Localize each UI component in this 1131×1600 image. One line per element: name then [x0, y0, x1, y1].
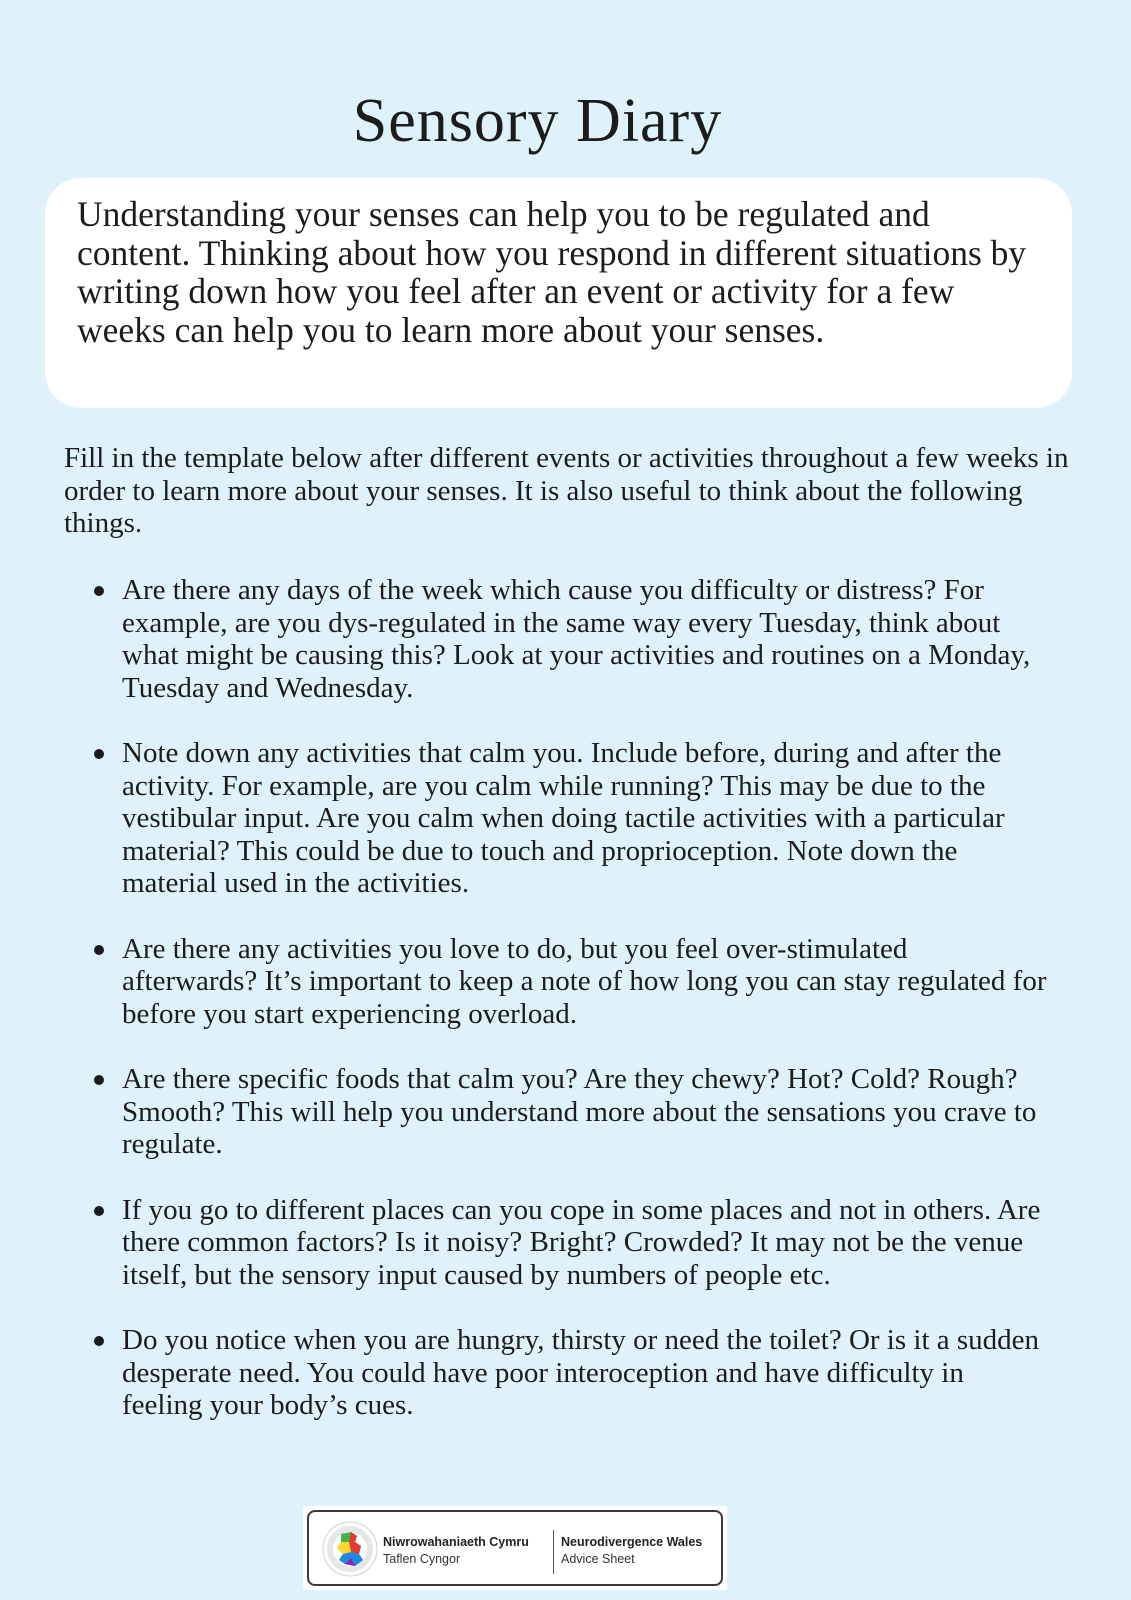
bullet-icon — [94, 1075, 104, 1085]
list-item-text: Are there any activities you love to do, but you feel over-stimulated afterwards? It’s important to keep a note of how long you can stay regulated for before you start experiencing overload. — [122, 932, 1047, 1030]
bullet-icon — [94, 1336, 104, 1346]
list-item — [88, 1194, 1048, 1292]
footer-english-sub: Advice Sheet — [561, 1552, 635, 1566]
bullet-icon — [94, 749, 104, 759]
footer-frame — [307, 1510, 723, 1586]
footer-divider — [553, 1530, 554, 1574]
list-item-text: Do you notice when you are hungry, thirsty or need the toilet? Or is it a sudden desperate need. You could have poor interoception and have difficulty in feeling your body’s cues. — [122, 1324, 1040, 1421]
bullet-icon — [94, 945, 104, 955]
list-item — [88, 1063, 1048, 1161]
list-item-text: Are there any days of the week which cause you difficulty or distress? For example, are you dys-regulated in the same way every Tuesday, think about what might be causing this? Look at your activities and routines on a Monday, Tuesday and Wednesday. — [122, 574, 1031, 704]
footer-welsh-sub: Taflen Cyngor — [383, 1552, 461, 1566]
list-item-text: If you go to different places can you cope in some places and not in others. Are there common factors? Is it noisy? Bright? Crowded? It may not be the venue itself, but the sensory input caused by numbers of people etc. — [122, 1193, 1041, 1291]
list-item-text: Are there specific foods that calm you? Are they chewy? Hot? Cold? Rough? Smooth? This will help you understand more about the sensations you crave to regulate. — [122, 1063, 1037, 1160]
list-item — [88, 574, 1048, 704]
wales-map-logo-icon — [321, 1520, 379, 1578]
footer-english-name: Neurodivergence Wales — [561, 1535, 703, 1549]
bullet-icon — [94, 586, 104, 596]
page-title: Sensory Diary — [352, 87, 723, 155]
list-item-text: Note down any activities that calm you. Include before, during and after the activity. For example, are you calm while running? This may be due to the vestibular input. Are you calm when doing tactile activities with a particular material? This could be due to touch and proprioception. Note down the material used in the activities. — [122, 737, 1005, 899]
list-item — [88, 933, 1048, 1031]
footer-welsh-name: Niwrowahaniaeth Cymru — [383, 1535, 529, 1549]
intro-box — [45, 178, 1072, 408]
lead-paragraph: Fill in the template below after different events or activities throughout a few weeks in order to learn more about your senses. It is also useful to think about the following things. — [64, 442, 1069, 539]
tips-list — [88, 574, 1048, 1455]
intro-text: Understanding your senses can help you to be regulated and content. Thinking about how you respond in different situations by writing down how you feel after an event or activity for a few weeks can help you to learn more about your senses. — [77, 194, 1027, 350]
list-item — [88, 1324, 1048, 1422]
list-item — [88, 737, 1048, 900]
bullet-icon — [94, 1206, 104, 1216]
footer-badge — [303, 1506, 727, 1590]
footer-welsh — [383, 1534, 529, 1568]
footer-english — [561, 1534, 702, 1568]
